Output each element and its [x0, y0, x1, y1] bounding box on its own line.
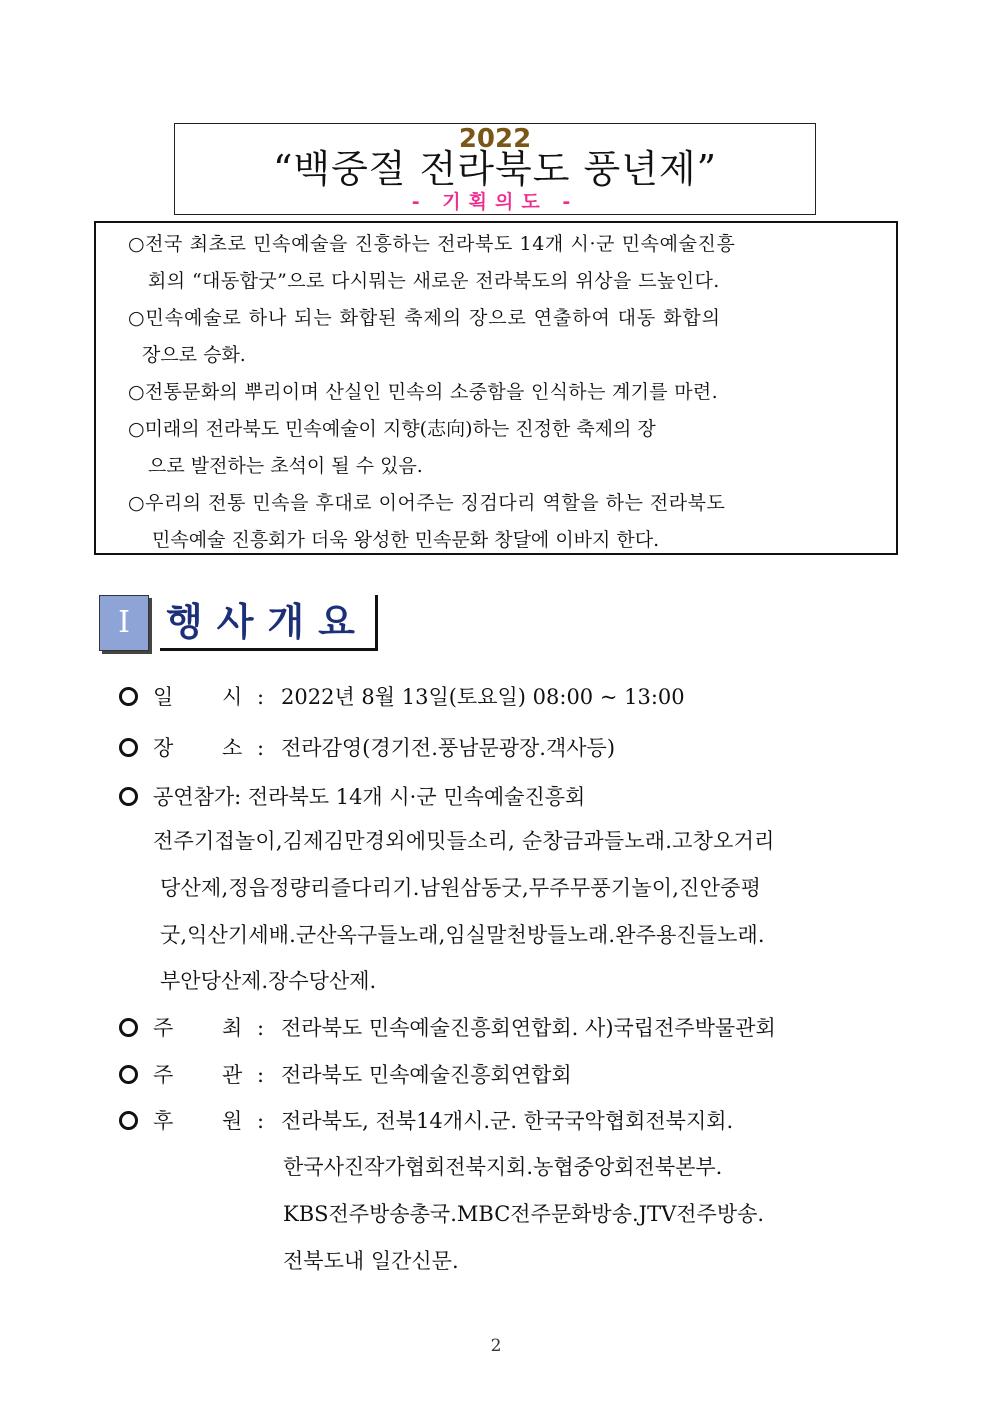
- sponsor-sep: :: [257, 1109, 265, 1133]
- organizer-label-b: 관: [222, 1063, 243, 1087]
- bullet-icon: [119, 687, 138, 706]
- host-value: 전라북도 민속예술진흥회연합회. 사)국립전주박물관회: [281, 1016, 776, 1040]
- bullet-icon: [119, 1111, 138, 1130]
- date-label-b: 시: [222, 685, 243, 709]
- section-title: 행사개요: [166, 600, 369, 644]
- date-sep: :: [257, 685, 265, 709]
- performers-line: 부안당산제.장수당산제.: [160, 969, 377, 993]
- host-label-a: 주: [153, 1016, 174, 1040]
- bullet-icon: [119, 1018, 138, 1037]
- performers-label: 공연참가: 전라북도 14개 시·군 민속예술진흥회: [153, 785, 586, 809]
- intent-box: [94, 221, 898, 555]
- bullet-icon: [119, 787, 138, 806]
- performers-line: 전주기접놀이,김제김만경외에밋들소리, 순창금과들노래.고창오거리: [153, 829, 775, 853]
- section-heading: [160, 595, 378, 651]
- place-label-a: 장: [153, 736, 174, 760]
- sponsor-line: 한국사진작가협회전북지회.농협중앙회전북본부.: [283, 1155, 723, 1179]
- sponsor-line: KBS전주방송총국.MBC전주문화방송.JTV전주방송.: [283, 1202, 765, 1226]
- page-number: 2: [490, 1336, 502, 1356]
- sponsor-line: 전라북도, 전북14개시.군. 한국국악협회전북지회.: [281, 1109, 734, 1133]
- organizer-value: 전라북도 민속예술진흥회연합회: [281, 1063, 572, 1087]
- date-label-a: 일: [153, 685, 174, 709]
- intent-line: 민속예술 진흥회가 더욱 왕성한 민속문화 창달에 이바지 한다.: [152, 529, 660, 551]
- bullet-icon: [119, 1065, 138, 1084]
- place-value: 전라감영(경기전.풍남문광장.객사등): [281, 736, 616, 760]
- title-subtitle: - 기획의도 -: [411, 191, 579, 213]
- intent-line: 장으로 승화.: [142, 344, 246, 366]
- sponsor-line: 전북도내 일간신문.: [283, 1249, 459, 1273]
- host-label-b: 최: [222, 1016, 243, 1040]
- intent-line: ○민속예술로 하나 되는 화합된 축제의 장으로 연출하여 대동 화합의: [128, 307, 721, 329]
- page-title: “백중절 전라북도 풍년제”: [272, 147, 718, 191]
- bullet-icon: [119, 738, 138, 757]
- intent-line: ○전통문화의 뿌리이며 산실인 민속의 소중함을 인식하는 계기를 마련.: [128, 381, 718, 403]
- performers-line: 당산제,정읍정량리즐다리기.남원삼동굿,무주무풍기놀이,진안중평: [160, 876, 762, 900]
- place-label-b: 소: [222, 736, 243, 760]
- intent-line: 회의 “대동합굿”으로 다시뭐는 새로운 전라북도의 위상을 드높인다.: [148, 270, 720, 292]
- date-value: 2022년 8월 13일(토요일) 08:00 ~ 13:00: [281, 685, 685, 709]
- organizer-label-a: 주: [153, 1063, 174, 1087]
- intent-line: ○전국 최초로 민속예술을 진흥하는 전라북도 14개 시·군 민속예술진흥: [128, 233, 736, 255]
- title-box: [174, 123, 816, 215]
- performers-line: 굿,익산기세배.군산옥구들노래,임실말천방들노래.완주용진들노래.: [160, 923, 765, 947]
- sponsor-label-a: 후: [153, 1109, 174, 1133]
- intent-line: 으로 발전하는 초석이 될 수 있음.: [148, 455, 423, 477]
- host-sep: :: [257, 1016, 265, 1040]
- sponsor-label-b: 원: [222, 1109, 243, 1133]
- title-year: 2022: [458, 124, 532, 154]
- intent-line: ○우리의 전통 민속을 후대로 이어주는 징검다리 역할을 하는 전라북도: [128, 492, 726, 514]
- section-number-badge: I: [99, 595, 149, 651]
- organizer-sep: :: [257, 1063, 265, 1087]
- place-sep: :: [257, 736, 265, 760]
- intent-line: ○미래의 전라북도 민속예술이 지향(志向)하는 진정한 축제의 장: [128, 418, 656, 440]
